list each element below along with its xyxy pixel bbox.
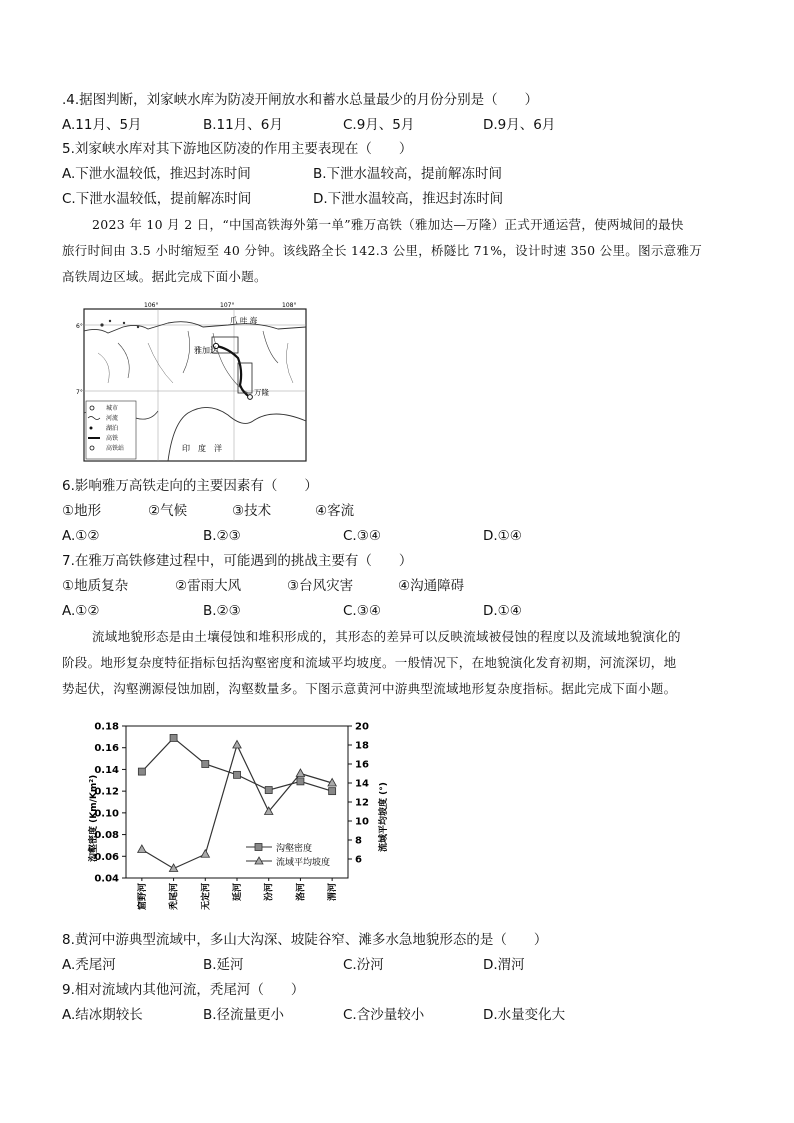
sea-label: 爪 哇 海 (230, 316, 258, 325)
series-1-point (265, 787, 272, 794)
question-7-option-a[interactable]: A.①② (62, 603, 100, 619)
question-9-option-b[interactable]: B.径流量更小 (203, 1007, 285, 1023)
right-tick-label: 12 (355, 797, 369, 809)
question-5-option-a[interactable]: A.下泄水温较低，推迟封冻时间 (62, 166, 251, 182)
chart-legend (246, 842, 330, 868)
lat-label-6: 6° (76, 323, 83, 330)
right-tick-label: 16 (355, 759, 369, 771)
category-label: 洛河 (296, 883, 307, 902)
passage-2-line-2: 阶段。地形复杂度特征指标包括沟壑密度和流域平均坡度。一般情况下，在地貌演化发育初期，河流深切，地 (62, 655, 677, 670)
plot-frame (126, 726, 348, 878)
series-1-point (234, 771, 241, 778)
question-7-factor-4: ④沟通障碍 (398, 578, 465, 594)
question-5-option-b[interactable]: B.下泄水温较高，提前解冻时间 (313, 166, 503, 182)
right-tick-label: 14 (355, 778, 369, 790)
series-2-point (138, 845, 146, 853)
series-1-point (329, 788, 336, 795)
right-tick-label: 20 (355, 721, 369, 733)
question-7-option-b[interactable]: B.②③ (203, 603, 241, 619)
legend-series-1: 沟壑密度 (276, 844, 313, 854)
lon-label-108: 108° (282, 302, 297, 309)
city-label-jakarta: 雅加达 (194, 346, 218, 355)
left-tick-label: 0.08 (94, 830, 119, 842)
category-label: 秃尾河 (169, 883, 180, 911)
question-6-option-c[interactable]: C.③④ (343, 528, 381, 544)
legend-station: 高铁站 (106, 445, 125, 452)
legend-railway: 高铁 (106, 435, 119, 442)
question-5-stem: 5.刘家峡水库对其下游地区防凌的作用主要表现在（ ） (62, 141, 413, 157)
question-7-stem: 7.在雅万高铁修建过程中，可能遇到的挑战主要有（ ） (62, 553, 413, 569)
terrain-complexity-chart (62, 712, 389, 922)
left-tick-label: 0.12 (94, 786, 119, 798)
left-tick-label: 0.18 (94, 721, 119, 733)
question-6-factor-3: ③技术 (232, 503, 272, 519)
question-9-option-a[interactable]: A.结冰期较长 (62, 1007, 143, 1023)
lon-label-107: 107° (220, 302, 235, 309)
lon-label-106: 106° (144, 302, 159, 309)
question-4-option-c[interactable]: C.9月、5月 (343, 117, 415, 133)
question-6-option-a[interactable]: A.①② (62, 528, 100, 544)
question-5-option-c[interactable]: C.下泄水温较低，提前解冻时间 (62, 191, 252, 207)
series-1-point (202, 761, 209, 768)
series-2-point (233, 741, 241, 749)
question-4-option-a[interactable]: A.11月、5月 (62, 117, 142, 133)
question-6-stem: 6.影响雅万高铁走向的主要因素有（ ） (62, 478, 318, 494)
passage-1-line-1: 2023 年 10 月 2 日，“中国高铁海外第一单”雅万高铁（雅加达—万隆）正式开通运营，使两城间的最快 (92, 217, 684, 232)
y-axis-right-label: 流域平均坡度 (°) (379, 782, 389, 852)
question-7-option-c[interactable]: C.③④ (343, 603, 381, 619)
series-1-point (170, 734, 177, 741)
legend-river: 河流 (106, 415, 119, 422)
railway-region-map (78, 303, 308, 463)
lat-label-7: 7° (76, 389, 83, 396)
left-tick-label: 0.06 (94, 851, 119, 863)
passage-2-line-1: 流域地貌形态是由土壤侵蚀和堆积形成的，其形态的差异可以反映流域被侵蚀的程度以及流域地貌演化的 (92, 629, 681, 644)
y-axis-left-label: 沟壑密度 (Km/Km²) (89, 774, 99, 862)
question-8-option-b[interactable]: B.延河 (203, 957, 244, 973)
series-1-point (297, 778, 304, 785)
question-7-factor-3: ③台风灾害 (287, 578, 354, 594)
series-1-point (138, 768, 145, 775)
question-7-option-d[interactable]: D.①④ (483, 603, 522, 619)
question-7-factor-2: ②雷雨大风 (175, 578, 242, 594)
question-9-option-c[interactable]: C.含沙量较小 (343, 1007, 425, 1023)
city-label-bandung: 万隆 (254, 388, 269, 397)
series-2-point (296, 769, 304, 777)
question-8-option-d[interactable]: D.渭河 (483, 957, 525, 973)
question-8-stem: 8.黄河中游典型流域中，多山大沟深、坡陡谷窄、滩多水急地貌形态的是（ ） (62, 932, 548, 948)
category-label: 汾河 (264, 883, 275, 902)
legend-series-2: 流域平均坡度 (276, 858, 331, 868)
category-label: 无定河 (201, 883, 212, 911)
right-tick-label: 10 (355, 816, 369, 828)
series-2-point (201, 850, 209, 858)
question-4-option-d[interactable]: D.9月、6月 (483, 117, 556, 133)
passage-1-line-2: 旅行时间由 3.5 小时缩短至 40 分钟。该线路全长 142.3 公里，桥隧比 71%，设计时速 350 公里。图示意雅万 (62, 243, 703, 258)
passage-1-line-3: 高铁周边区域。据此完成下面小题。 (62, 269, 267, 284)
right-tick-label: 8 (355, 835, 362, 847)
ocean-label: 印 度 洋 (182, 444, 222, 453)
category-label: 窟野河 (137, 883, 148, 911)
question-7-factor-1: ①地质复杂 (62, 578, 129, 594)
question-8-option-a[interactable]: A.秃尾河 (62, 957, 116, 973)
category-label: 渭河 (328, 883, 339, 902)
right-tick-label: 6 (355, 854, 362, 866)
left-tick-label: 0.04 (94, 873, 119, 885)
left-tick-label: 0.10 (94, 808, 119, 820)
passage-2-line-3: 势起伏，沟壑溯源侵蚀加剧，沟壑数量多。下图示意黄河中游典型流域地形复杂度指标。据此完成下面小题。 (62, 681, 677, 696)
question-6-option-d[interactable]: D.①④ (483, 528, 522, 544)
left-tick-label: 0.16 (94, 743, 119, 755)
question-9-option-d[interactable]: D.水量变化大 (483, 1007, 566, 1023)
category-label: 延河 (233, 883, 243, 902)
question-6-option-b[interactable]: B.②③ (203, 528, 241, 544)
question-4-stem: .4.据图判断，刘家峡水库为防凌开闸放水和蓄水总量最少的月份分别是（ ） (62, 92, 539, 108)
question-4-option-b[interactable]: B.11月、6月 (203, 117, 283, 133)
question-6-factor-2: ②气候 (148, 503, 188, 519)
question-5-option-d[interactable]: D.下泄水温较高，推迟封冻时间 (313, 191, 504, 207)
question-8-option-c[interactable]: C.汾河 (343, 957, 384, 973)
legend-lake: 湖泊 (106, 425, 119, 432)
question-9-stem: 9.相对流域内其他河流，秃尾河（ ） (62, 982, 305, 998)
left-tick-label: 0.14 (94, 764, 119, 776)
right-tick-label: 18 (355, 740, 369, 752)
question-6-factor-4: ④客流 (315, 503, 355, 519)
legend-city: 城市 (106, 405, 119, 412)
question-6-factor-1: ①地形 (62, 503, 102, 519)
